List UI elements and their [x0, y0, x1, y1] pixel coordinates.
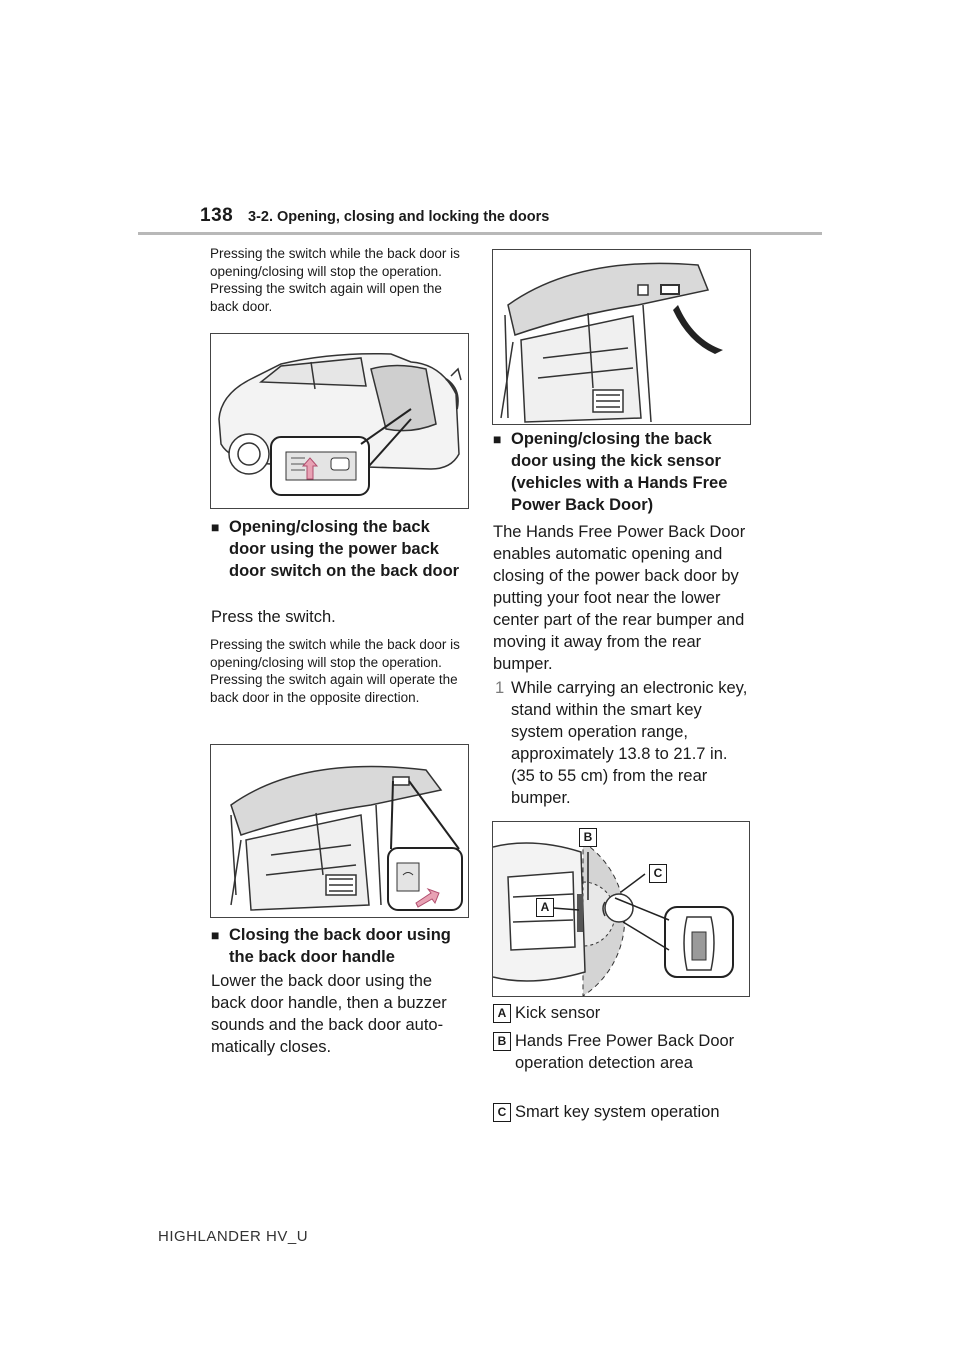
instruction-press-switch: Press the switch. [211, 608, 336, 626]
heading-text: Closing the back door using the back door handle [229, 926, 451, 966]
open-tailgate-illustration [211, 745, 468, 917]
heading-text: Opening/closing the back door using the kick sensor (vehicles with a Hands Free Power Back Door) [511, 430, 728, 514]
note-switch-stop-reverse: Pressing the switch while the back door is opening/closing will stop the operation. Pressing the switch again will operate the back door in the opposite direction. [210, 637, 460, 705]
legend-letter-b: B [493, 1032, 511, 1051]
note-switch-stop-open: Pressing the switch while the back door is opening/closing will stop the operation. Pressing the switch again will open the back door. [210, 246, 460, 314]
heading-kick-sensor [493, 428, 747, 516]
square-bullet-icon: ■ [211, 519, 220, 535]
heading-power-back-door-switch [211, 516, 461, 582]
legend-letter-a: A [493, 1004, 511, 1023]
section-title: 3-2. Opening, closing and locking the doors [248, 209, 550, 225]
square-bullet-icon: ■ [493, 431, 502, 447]
footer-model: HIGHLANDER HV_U [158, 1228, 309, 1245]
open-tailgate-arrow-illustration [493, 250, 750, 424]
legend-text-b: Hands Free Power Back Door operation detection area [515, 1032, 735, 1072]
callout-a: A [536, 898, 554, 917]
figure-tailgate-inner-switch [210, 744, 469, 918]
kick-sensor-zone-diagram [493, 822, 749, 996]
figure-tailgate-outside-switch [210, 333, 469, 509]
description-kick-sensor: The Hands Free Power Back Door enables automatic opening and closing of the power back door by putting your foot near the lower center part of the rear bumper and moving it away from the rear bumper. [493, 523, 746, 673]
heading-back-door-handle [211, 924, 465, 968]
figure-tailgate-closing-switch [492, 249, 751, 425]
step-number: 1 [495, 679, 505, 697]
figure-kick-sensor-zones [492, 821, 750, 997]
step-text: While carrying an electronic key, stand within the smart key system operation range, approximately 13.8 to 21.7 in. (35 to 55 cm) from the rear bumper. [511, 679, 748, 807]
legend-letter-c: C [493, 1103, 511, 1122]
step-1 [495, 677, 749, 809]
instruction-lower-handle: Lower the back door using the back door handle, then a buzzer sounds and the back door auto-matically closes. [211, 972, 447, 1056]
square-bullet-icon: ■ [211, 927, 220, 943]
legend-text-a: Kick sensor [515, 1004, 601, 1022]
heading-text: Opening/closing the back door using the power back door switch on the back door [229, 518, 460, 580]
callout-c: C [649, 864, 667, 883]
callout-b: B [579, 828, 597, 847]
suv-rear-illustration [211, 334, 468, 508]
legend-text-c: Smart key system operation [515, 1103, 720, 1121]
header-rule [138, 232, 822, 235]
page-number: 138 [200, 205, 234, 226]
